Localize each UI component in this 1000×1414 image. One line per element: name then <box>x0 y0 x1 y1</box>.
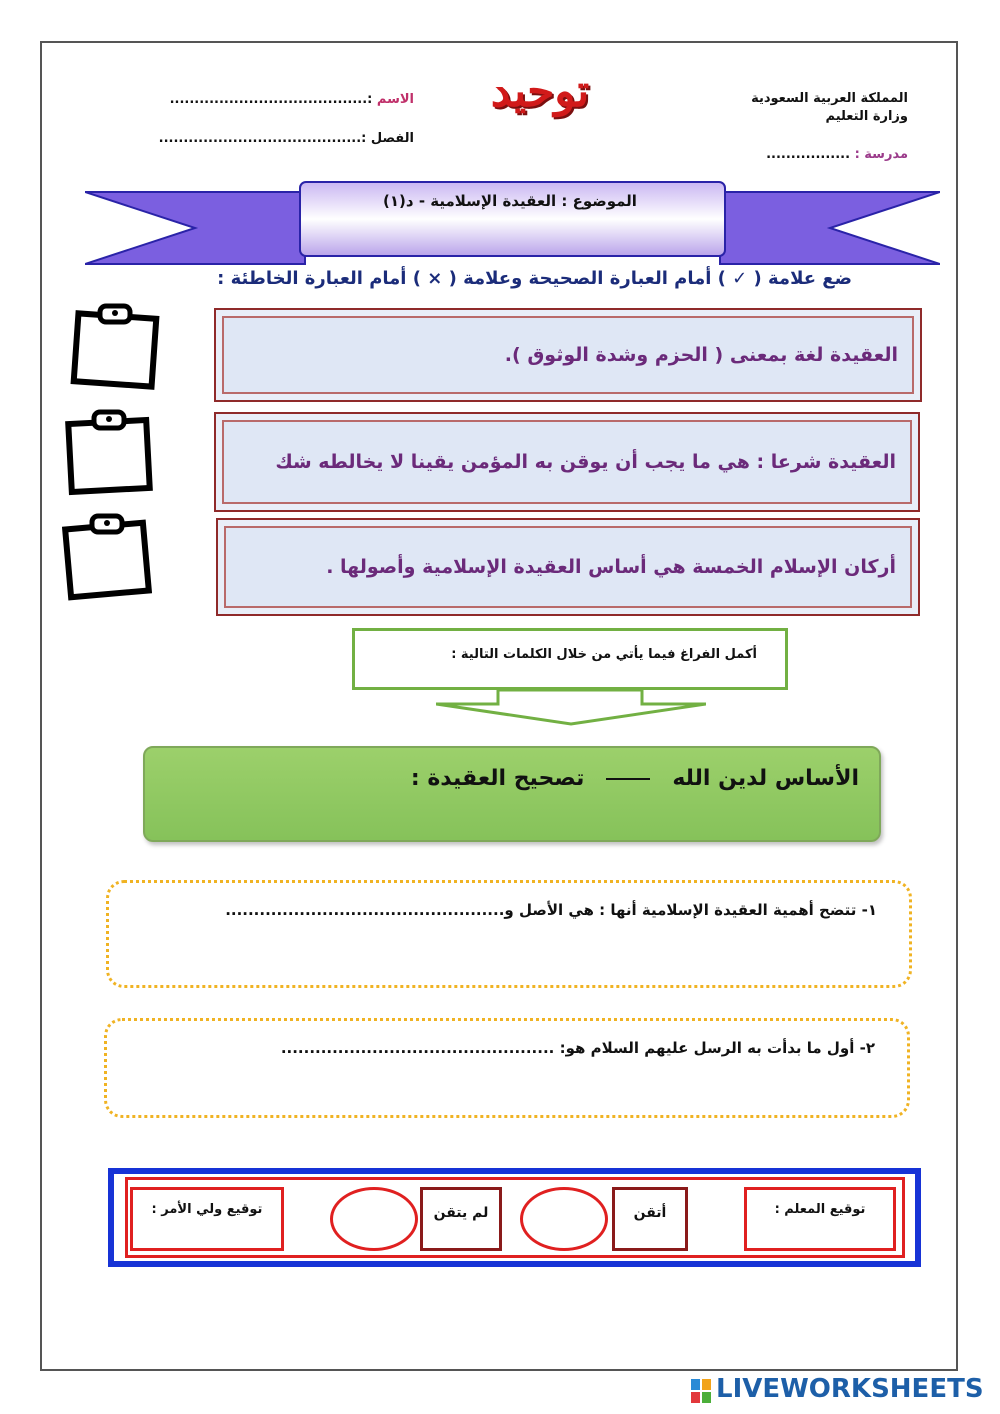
word-bank-item: الأساس لدين الله <box>672 766 859 791</box>
answer-checkbox-2[interactable] <box>64 408 154 498</box>
statement-text: أركان الإسلام الخمسة هي أساس العقيدة الإسلامية وأصولها . <box>326 556 896 578</box>
header-institution <box>751 90 908 126</box>
section1-instruction: ضع علامة ( ✓ ) أمام العبارة الصحيحة وعلامة ( × ) أمام العبارة الخاطئة : <box>217 268 852 289</box>
mastered-mark[interactable] <box>520 1187 608 1251</box>
word-bank-item: تصحيح العقيدة : <box>410 766 585 791</box>
teacher-signature-field[interactable] <box>744 1187 896 1251</box>
kingdom-label: المملكة العربية السعودية <box>751 91 908 106</box>
question-box[interactable] <box>106 880 912 988</box>
ministry-label: وزارة التعليم <box>825 109 908 124</box>
section2-instruction: أكمل الفراغ فيما يأتي من خلال الكلمات التالية : <box>352 628 788 690</box>
statement-box <box>214 412 920 512</box>
name-field[interactable] <box>134 92 414 107</box>
not-mastered-mark[interactable] <box>330 1187 418 1251</box>
school-field[interactable] <box>766 147 908 162</box>
word-bank <box>143 746 881 842</box>
not-mastered-option[interactable] <box>420 1187 502 1251</box>
topic-title: الموضوع : العقيدة الإسلامية - د(١) <box>383 192 637 210</box>
answer-checkbox-1[interactable] <box>70 302 160 392</box>
statement-box <box>216 518 920 616</box>
word-separator <box>606 778 650 780</box>
school-value: ................. <box>766 147 851 162</box>
class-value: :......................................... <box>158 131 367 146</box>
down-arrow-icon <box>436 690 706 726</box>
statement-text: العقيدة شرعا : هي ما يجب أن يوقن به المؤمن يقينا لا يخالطه شك <box>275 451 896 473</box>
parent-signature-label: توقيع ولي الأمر : <box>151 1202 263 1217</box>
mastered-label: أتقن <box>633 1205 667 1221</box>
statement-text: العقيدة لغة بمعنى ( الحزم وشدة الوثوق ). <box>504 344 898 366</box>
class-label: الفصل <box>370 131 414 146</box>
not-mastered-label: لم يتقن <box>433 1205 489 1221</box>
question-box[interactable] <box>104 1018 910 1118</box>
statement-box <box>214 308 922 402</box>
question-text: ٢- أول ما بدأت به الرسل عليهم السلام هو: ................................................ <box>280 1039 875 1057</box>
parent-signature-field[interactable] <box>130 1187 284 1251</box>
name-value: :........................................ <box>169 92 373 107</box>
subject-title: توحيد <box>490 66 590 117</box>
teacher-signature-label: توقيع المعلم : <box>774 1202 866 1217</box>
liveworksheets-logo <box>690 1376 990 1406</box>
answer-checkbox-3[interactable] <box>62 512 152 602</box>
name-label: الاسم <box>376 92 414 107</box>
school-label: مدرسة : <box>854 147 908 162</box>
logo-text: LIVEWORKSHEETS <box>716 1374 984 1404</box>
logo-icon <box>690 1378 712 1404</box>
question-text: ١- تتضح أهمية العقيدة الإسلامية أنها : هي الأصل و................................................. <box>225 901 877 919</box>
mastered-option[interactable] <box>612 1187 688 1251</box>
class-field[interactable] <box>134 131 414 146</box>
